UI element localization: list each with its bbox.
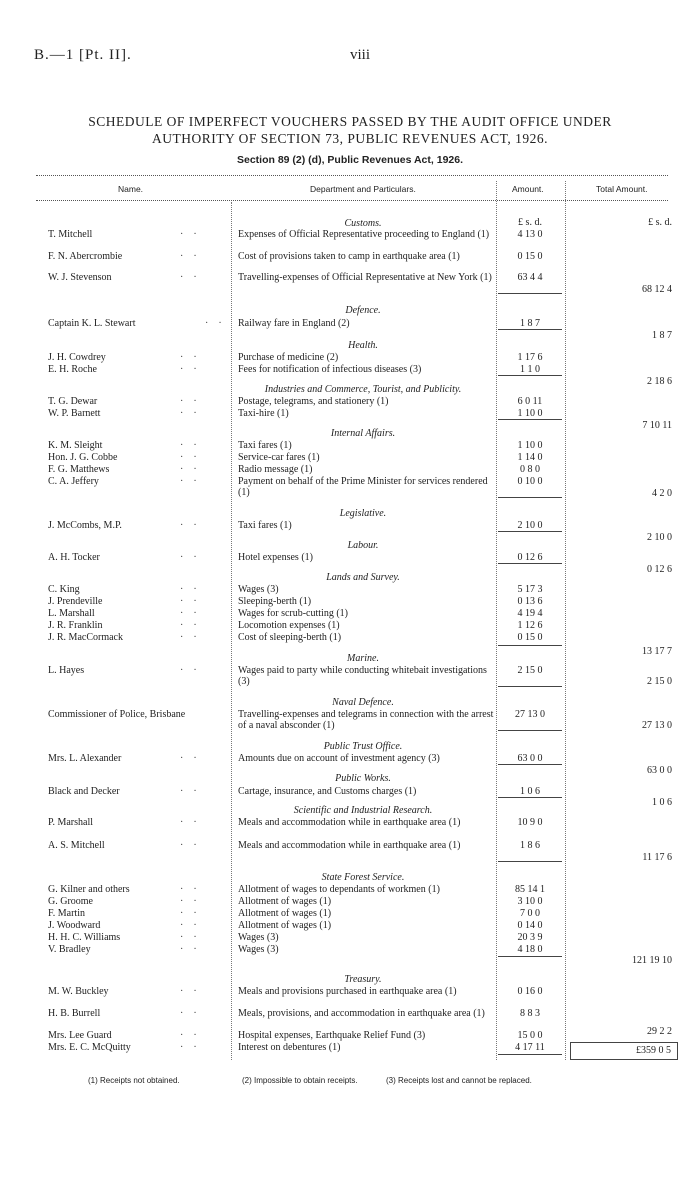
entry-amount: 63 0 0 [517, 753, 543, 764]
entry-name: L. Marshall [48, 608, 95, 619]
entry-particulars: Cartage, insurance, and Customs charges (1) [238, 786, 417, 797]
entry-particulars: Wages paid to party while conducting whitebait investigations (3) [238, 665, 487, 687]
entry-particulars: Meals and accommodation while in earthquake area (1) [238, 840, 461, 851]
section-total-customs: 68 12 4 [642, 284, 672, 295]
entry-name: T. Mitchell [48, 229, 93, 240]
grand-total-box: £359 0 5 [570, 1042, 678, 1060]
leader-dots: ·· [180, 452, 207, 463]
entry-name: J. McCombs, M.P. [48, 520, 122, 531]
section-heading-scientific-and-industrial-research: Scientific and Industrial Research. [293, 805, 433, 816]
entry-name: L. Hayes [48, 665, 85, 676]
entry-particulars: Taxi fares (1) [238, 440, 292, 451]
entry-amount: 15 0 0 [517, 1030, 543, 1041]
entry-name: M. W. Buckley [48, 986, 109, 997]
leader-dots: ·· [180, 932, 207, 943]
leader-dots: ·· [180, 352, 207, 363]
entry-particulars: Meals and provisions purchased in earthquake area (1) [238, 986, 457, 997]
entry-particulars: Allotment of wages (1) [238, 908, 332, 919]
section-amount-rule [498, 419, 562, 420]
entry-amount: 1 10 0 [517, 408, 543, 419]
entry-particulars: Meals and accommodation while in earthquake area (1) [238, 817, 461, 828]
section-amount-rule [498, 375, 562, 376]
entry-amount: 0 12 6 [517, 552, 543, 563]
section-amount-rule [498, 563, 562, 564]
entry-name: G. Groome [48, 896, 93, 907]
section-total-marine: 2 15 0 [647, 676, 672, 687]
entry-particulars: Travelling-expenses of Official Representative at New York (1) [238, 272, 492, 283]
entry-amount: 1 17 6 [517, 352, 543, 363]
leader-dots: ·· [180, 753, 207, 764]
section-heading-legislative: Legislative. [339, 508, 387, 519]
entry-amount: 0 8 0 [520, 464, 540, 475]
entry-particulars: Radio message (1) [238, 464, 313, 475]
entry-name: J. H. Cowdrey [48, 352, 106, 363]
section-heading-naval-defence: Naval Defence. [332, 697, 394, 708]
entry-particulars: Postage, telegrams, and stationery (1) [238, 396, 389, 407]
title-line-1: SCHEDULE OF IMPERFECT VOUCHERS PASSED BY THE AUDIT OFFICE UNDER [88, 114, 612, 129]
section-total-state-forest-service: 121 19 10 [632, 955, 672, 966]
footnote-3: (3) Receipts lost and cannot be replaced. [386, 1076, 532, 1085]
entry-name: Mrs. L. Alexander [48, 753, 122, 764]
entry-amount: 20 3 9 [517, 932, 543, 943]
entry-name: Captain K. L. Stewart [48, 318, 136, 329]
entry-particulars: Service-car fares (1) [238, 452, 320, 463]
section-heading-marine: Marine. [347, 653, 379, 664]
entry-particulars: Locomotion expenses (1) [238, 620, 340, 631]
section-total-scientific-and-industrial-research: 11 17 6 [642, 852, 672, 863]
entry-amount: 0 16 0 [517, 986, 543, 997]
entry-amount: 8 8 3 [520, 1008, 540, 1019]
section-total-treasury: 29 2 2 [647, 1026, 672, 1037]
entry-particulars: Wages (3) [238, 944, 279, 955]
column-header-particulars: Department and Particulars. [310, 184, 416, 194]
leader-dots: ·· [180, 464, 207, 475]
entry-amount: 7 0 0 [520, 908, 540, 919]
section-heading-labour: Labour. [347, 540, 379, 551]
entry-particulars: Cost of provisions taken to camp in earthquake area (1) [238, 251, 460, 262]
column-header-amount: Amount. [512, 184, 544, 194]
entry-particulars: Wages for scrub-cutting (1) [238, 608, 348, 619]
leader-dots: ·· [180, 1042, 207, 1053]
entry-name: F. N. Abercrombie [48, 251, 123, 262]
entry-name: J. Prendeville [48, 596, 103, 607]
entry-amount: 63 4 4 [517, 272, 543, 283]
entry-amount: 4 18 0 [517, 944, 543, 955]
section-amount-rule [498, 645, 562, 646]
section-amount-rule [498, 730, 562, 731]
entry-amount: 3 10 0 [517, 896, 543, 907]
section-amount-rule [498, 329, 562, 330]
leader-dots: ·· [180, 408, 207, 419]
section-total-lands-and-survey: 13 17 7 [642, 646, 672, 657]
entry-name: T. G. Dewar [48, 396, 98, 407]
leader-dots: ·· [180, 665, 207, 676]
leader-dots: ·· [180, 840, 207, 851]
entry-name: J. R. Franklin [48, 620, 103, 631]
leader-dots: ·· [180, 908, 207, 919]
leader-dots: ·· [180, 364, 207, 375]
leader-dots: ·· [180, 251, 207, 262]
entry-particulars: Amounts due on account of investment agency (3) [238, 753, 440, 764]
section-amount-rule [498, 797, 562, 798]
entry-amount: 2 15 0 [517, 665, 543, 676]
leader-dots: ·· [180, 396, 207, 407]
leader-dots: ·· [180, 620, 207, 631]
section-total-defence: 1 8 7 [652, 330, 672, 341]
footnote-2: (2) Impossible to obtain receipts. [242, 1076, 358, 1085]
leader-dots: ·· [180, 986, 207, 997]
leader-dots: ·· [180, 786, 207, 797]
entry-amount: 1 0 6 [520, 786, 540, 797]
entry-amount: 85 14 1 [515, 884, 545, 895]
section-amount-rule [498, 686, 562, 687]
entry-name: H. B. Burrell [48, 1008, 101, 1019]
entry-particulars: Wages (3) [238, 932, 279, 943]
entry-particulars: Allotment of wages to dependants of workmen (1) [238, 884, 440, 895]
entry-amount: 6 0 11 [517, 396, 543, 407]
entry-particulars: Meals, provisions, and accommodation in earthquake area (1) [238, 1008, 485, 1019]
section-total-internal-affairs: 4 2 0 [652, 488, 672, 499]
entry-particulars: Hospital expenses, Earthquake Relief Fund (3) [238, 1030, 426, 1041]
page-header-left: B.—1 [Pt. II]. [34, 47, 132, 63]
section-total-public-trust-office: 63 0 0 [647, 765, 672, 776]
section-total-industries-and-commerce-tourist-and-publicity: 7 10 11 [642, 420, 672, 431]
entry-amount: 1 14 0 [517, 452, 543, 463]
leader-dots: ·· [180, 608, 207, 619]
column-header-total: Total Amount. [596, 184, 648, 194]
entry-particulars: Allotment of wages (1) [238, 896, 332, 907]
section-total-legislative: 2 10 0 [647, 532, 672, 543]
entry-amount: 0 14 0 [517, 920, 543, 931]
entry-amount: 0 15 0 [517, 632, 543, 643]
footnote-1: (1) Receipts not obtained. [88, 1076, 180, 1085]
entry-amount: 4 13 0 [517, 229, 543, 240]
entry-name: C. A. Jeffery [48, 476, 99, 487]
entry-amount: 4 19 4 [517, 608, 543, 619]
entry-particulars: Hotel expenses (1) [238, 552, 313, 563]
leader-dots: ·· [180, 632, 207, 643]
entry-name: W. P. Barnett [48, 408, 101, 419]
leader-dots: ·· [180, 920, 207, 931]
section-heading-lands-and-survey: Lands and Survey. [326, 572, 400, 583]
entry-name: V. Bradley [48, 944, 91, 955]
entry-amount: 2 10 0 [517, 520, 543, 531]
leader-dots: ·· [180, 1008, 207, 1019]
section-amount-rule [498, 497, 562, 498]
entry-particulars: Taxi-hire (1) [238, 408, 289, 419]
section-heading-health: Health. [348, 340, 378, 351]
section-heading-customs: Customs. [344, 218, 382, 229]
section-total-health: 2 18 6 [647, 376, 672, 387]
entry-amount: 0 10 0 [517, 476, 543, 487]
page-number: viii [349, 47, 370, 63]
section-amount-rule [498, 1054, 562, 1055]
section-total-public-works: 1 0 6 [652, 797, 672, 808]
entry-name: C. King [48, 584, 80, 595]
leader-dots: ·· [180, 596, 207, 607]
entry-name: J. R. MacCormack [48, 632, 123, 643]
entry-particulars: Taxi fares (1) [238, 520, 292, 531]
section-heading-defence: Defence. [345, 305, 381, 316]
entry-amount: 0 13 6 [517, 596, 543, 607]
entry-amount: 1 12 6 [517, 620, 543, 631]
entry-name: Black and Decker [48, 786, 120, 797]
entry-particulars: Expenses of Official Representative proceeding to England (1) [238, 229, 490, 240]
entry-particulars: Allotment of wages (1) [238, 920, 332, 931]
entry-particulars: Payment on behalf of the Prime Minister for services rendered (1) [238, 476, 488, 498]
entry-name: W. J. Stevenson [48, 272, 112, 283]
entry-amount: 5 17 3 [517, 584, 543, 595]
entry-particulars: Railway fare in England (2) [238, 318, 350, 329]
entry-name: H. H. C. Williams [48, 932, 121, 943]
currency-header-amount: £ s. d. [518, 217, 542, 228]
leader-dots: ·· [180, 520, 207, 531]
entry-particulars: Cost of sleeping-berth (1) [238, 632, 342, 643]
section-heading-industries-and-commerce-tourist-and-publicity: Industries and Commerce, Tourist, and Publicity. [264, 384, 462, 395]
currency-header-total: £ s. d. [648, 217, 672, 228]
leader-dots: ·· [180, 944, 207, 955]
entry-name: F. Martin [48, 908, 85, 919]
entry-name: P. Marshall [48, 817, 93, 828]
entry-name: Mrs. E. C. McQuitty [48, 1042, 131, 1053]
entry-amount: 0 15 0 [517, 251, 543, 262]
entry-particulars: Sleeping-berth (1) [238, 596, 312, 607]
entry-particulars: Travelling-expenses and telegrams in connection with the arrest of a naval absconder (1) [238, 709, 494, 731]
entry-amount: 1 10 0 [517, 440, 543, 451]
section-heading-public-trust-office: Public Trust Office. [323, 741, 403, 752]
entry-amount: 1 8 7 [520, 318, 540, 329]
entry-particulars: Wages (3) [238, 584, 279, 595]
leader-dots: ·· [205, 318, 232, 329]
section-amount-rule [498, 956, 562, 957]
section-heading-treasury: Treasury. [344, 974, 382, 985]
entry-name: E. H. Roche [48, 364, 97, 375]
leader-dots: ·· [180, 552, 207, 563]
entry-name: K. M. Sleight [48, 440, 103, 451]
document-subtitle: Section 89 (2) (d), Public Revenues Act, 1926. [236, 154, 464, 166]
entry-name: Commissioner of Police, Brisbane [48, 709, 186, 720]
leader-dots: ·· [180, 584, 207, 595]
title-line-2: AUTHORITY OF SECTION 73, PUBLIC REVENUES ACT, 1926. [151, 131, 548, 146]
leader-dots: ·· [180, 440, 207, 451]
leader-dots: ·· [180, 817, 207, 828]
entry-amount: 27 13 0 [515, 709, 545, 720]
entry-name: A. H. Tocker [48, 552, 100, 563]
leader-dots: ·· [180, 896, 207, 907]
entry-amount: 1 1 0 [520, 364, 540, 375]
leader-dots: ·· [180, 476, 207, 487]
section-heading-state-forest-service: State Forest Service. [321, 872, 405, 883]
section-amount-rule [498, 861, 562, 862]
entry-particulars: Purchase of medicine (2) [238, 352, 339, 363]
entry-particulars: Fees for notification of infectious diseases (3) [238, 364, 422, 375]
leader-dots: ·· [180, 229, 207, 240]
section-amount-rule [498, 531, 562, 532]
section-heading-public-works: Public Works. [335, 773, 391, 784]
section-amount-rule [498, 764, 562, 765]
entry-amount: 1 8 6 [520, 840, 540, 851]
section-total-labour: 0 12 6 [647, 564, 672, 575]
column-header-name: Name. [118, 184, 144, 194]
section-amount-rule [498, 293, 562, 294]
entry-name: Hon. J. G. Cobbe [48, 452, 118, 463]
entry-name: G. Kilner and others [48, 884, 130, 895]
leader-dots: ·· [180, 884, 207, 895]
entry-name: F. G. Matthews [48, 464, 110, 475]
leader-dots: ·· [180, 272, 207, 283]
entry-particulars: Interest on debentures (1) [238, 1042, 341, 1053]
leader-dots: ·· [180, 1030, 207, 1041]
entry-name: J. Woodward [48, 920, 101, 931]
section-heading-internal-affairs: Internal Affairs. [330, 428, 396, 439]
entry-name: Mrs. Lee Guard [48, 1030, 112, 1041]
entry-amount: 10 9 0 [517, 817, 543, 828]
entry-name: A. S. Mitchell [48, 840, 105, 851]
entry-amount: 4 17 11 [515, 1042, 545, 1053]
section-total-naval-defence: 27 13 0 [642, 720, 672, 731]
